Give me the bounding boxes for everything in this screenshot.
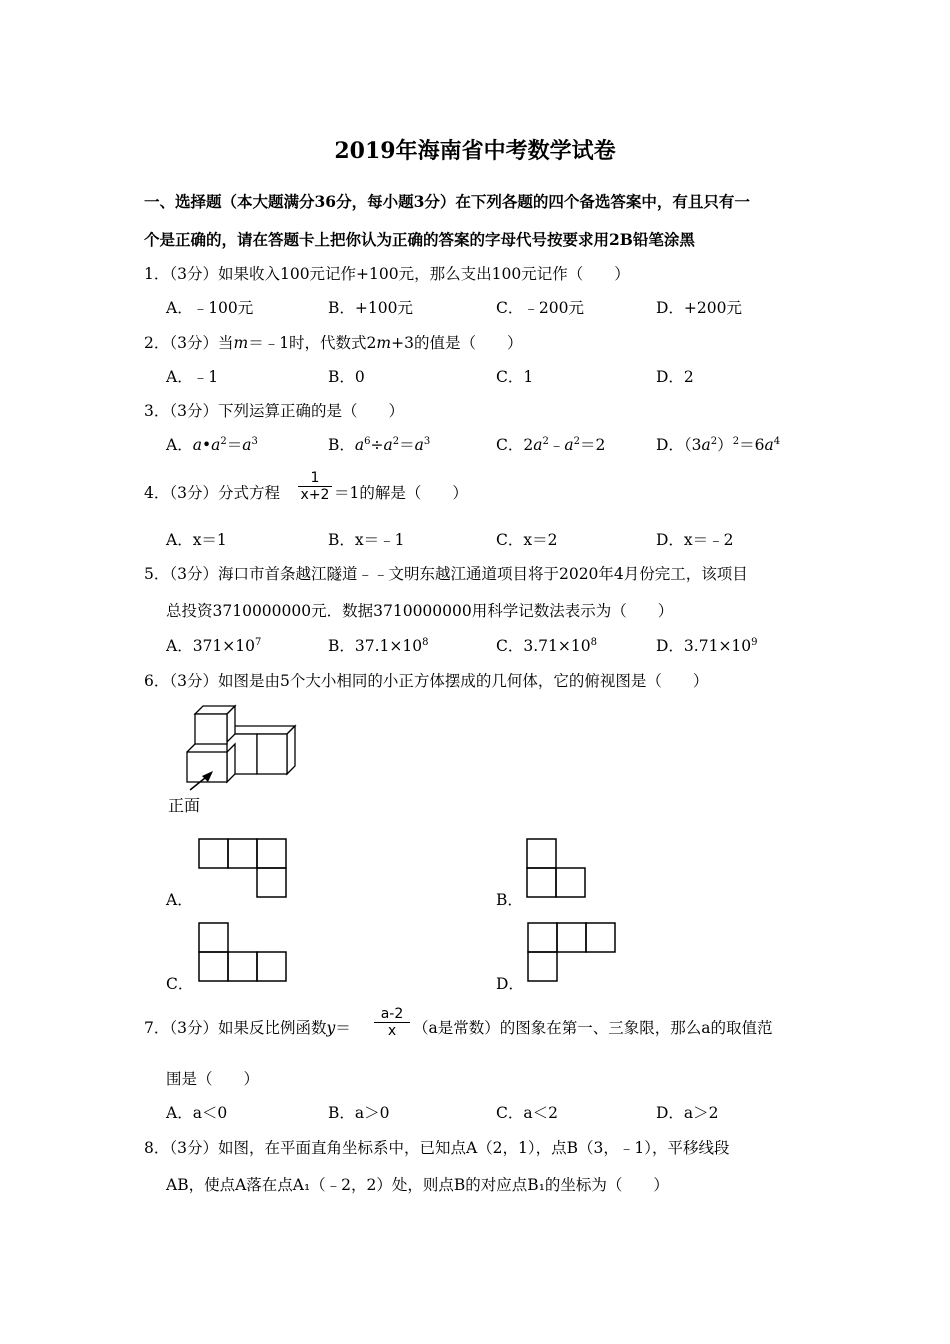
option-c-figure: [198, 922, 290, 984]
q4-fraction: [298, 470, 332, 503]
question-8-line2: AB，使点A落在点A₁（﹣2，2）处，则点B的对应点B₁的坐标为（ ）: [166, 1176, 669, 1194]
q4-denominator: x+2: [298, 486, 332, 503]
q2-option-d: D．2: [656, 368, 694, 386]
option-a-figure: [198, 838, 290, 900]
question-7-suffix: （a是常数）的图象在第一、三象限，那么a的取值范: [413, 1019, 773, 1037]
q6-option-a: A．: [166, 891, 193, 909]
q6-option-d: D．: [496, 975, 524, 993]
option-d-figure: [527, 922, 619, 984]
question-4-suffix: ＝1的解是（ ）: [334, 484, 468, 502]
question-8-line1: 8．（3分）如图，在平面直角坐标系中，已知点A（2，1），点B（3，﹣1），平移线段: [144, 1139, 730, 1157]
q6-option-b: B．: [496, 891, 523, 909]
q4-option-c: C．x＝2: [496, 531, 558, 549]
question-1: 1．（3分）如果收入100元记作+100元，那么支出100元记作（ ）: [144, 265, 630, 283]
question-4-prefix: 4．（3分）分式方程: [144, 484, 280, 502]
q4-option-d: D．x＝﹣2: [656, 531, 734, 549]
q5-option-c: C．$3.71\times 10^8$: [496, 637, 597, 655]
q7-option-a: A．a＜0: [166, 1104, 228, 1122]
q2-option-a: A．﹣1: [166, 368, 219, 386]
cube-figure: [180, 700, 300, 792]
q7-option-c: C．a＜2: [496, 1104, 558, 1122]
q3-option-d: D．$(3a^2)^2=6a^4$: [656, 436, 781, 454]
question-3: 3．（3分）下列运算正确的是（ ）: [144, 402, 404, 420]
q2-option-b: B．0: [328, 368, 365, 386]
q3-option-a: A．$a•a^2=a^3$: [166, 436, 258, 454]
q5-option-a: A．$371\times 10^7$: [166, 637, 262, 655]
q4-numerator: 1: [310, 470, 320, 486]
q7-option-b: B．a＞0: [328, 1104, 390, 1122]
section-heading-line2: 个是正确的，请在答题卡上把你认为正确的答案的字母代号按要求用2B铅笔涂黑: [144, 230, 695, 249]
q7-denominator: x: [374, 1022, 410, 1039]
q1-option-a: A．﹣100元: [166, 299, 254, 317]
option-b-figure: [526, 838, 588, 900]
q7-option-d: D．a＞2: [656, 1104, 719, 1122]
q7-numerator: a-2: [380, 1006, 404, 1022]
question-5-line1: 5．（3分）海口市首条越江隧道﹣﹣文明东越江通道项目将于2020年4月份完工，该项目: [144, 565, 748, 583]
q3-option-b: B．$a^6\div a^2=a^3$: [328, 436, 431, 454]
question-7-line2: 围是（ ）: [166, 1070, 260, 1088]
q4-option-a: A．x＝1: [166, 531, 227, 549]
q2-option-c: C．1: [496, 368, 534, 386]
question-6: 6．（3分）如图是由5个大小相同的小正方体摆成的几何体，它的俯视图是（ ）: [144, 672, 709, 690]
q1-option-c: C．﹣200元: [496, 299, 584, 317]
question-5-line2: 总投资3710000000元．数据3710000000用科学记数法表示为（ ）: [166, 602, 674, 620]
question-7-prefix: 7．（3分）如果反比例函数y＝: [144, 1019, 351, 1037]
q6-option-c: C．: [166, 975, 194, 993]
question-2: 2．（3分）当m＝﹣1时，代数式2m+3的值是（ ）: [144, 334, 523, 352]
q7-fraction: [374, 1006, 410, 1039]
q1-option-b: B．+100元: [328, 299, 413, 317]
q4-option-b: B．x＝﹣1: [328, 531, 405, 549]
page-title: 2019年海南省中考数学试卷: [334, 138, 616, 164]
section-heading-line1: 一、选择题（本大题满分36分，每小题3分）在下列各题的四个备选答案中，有且只有一: [144, 192, 750, 211]
front-label: 正面: [168, 796, 201, 815]
q5-option-d: D．$3.71\times 10^9$: [656, 637, 758, 655]
q1-option-d: D．+200元: [656, 299, 742, 317]
q5-option-b: B．$37.1\times 10^8$: [328, 637, 429, 655]
q3-option-c: C．$2a^2﹣a^2=2$: [496, 436, 606, 454]
